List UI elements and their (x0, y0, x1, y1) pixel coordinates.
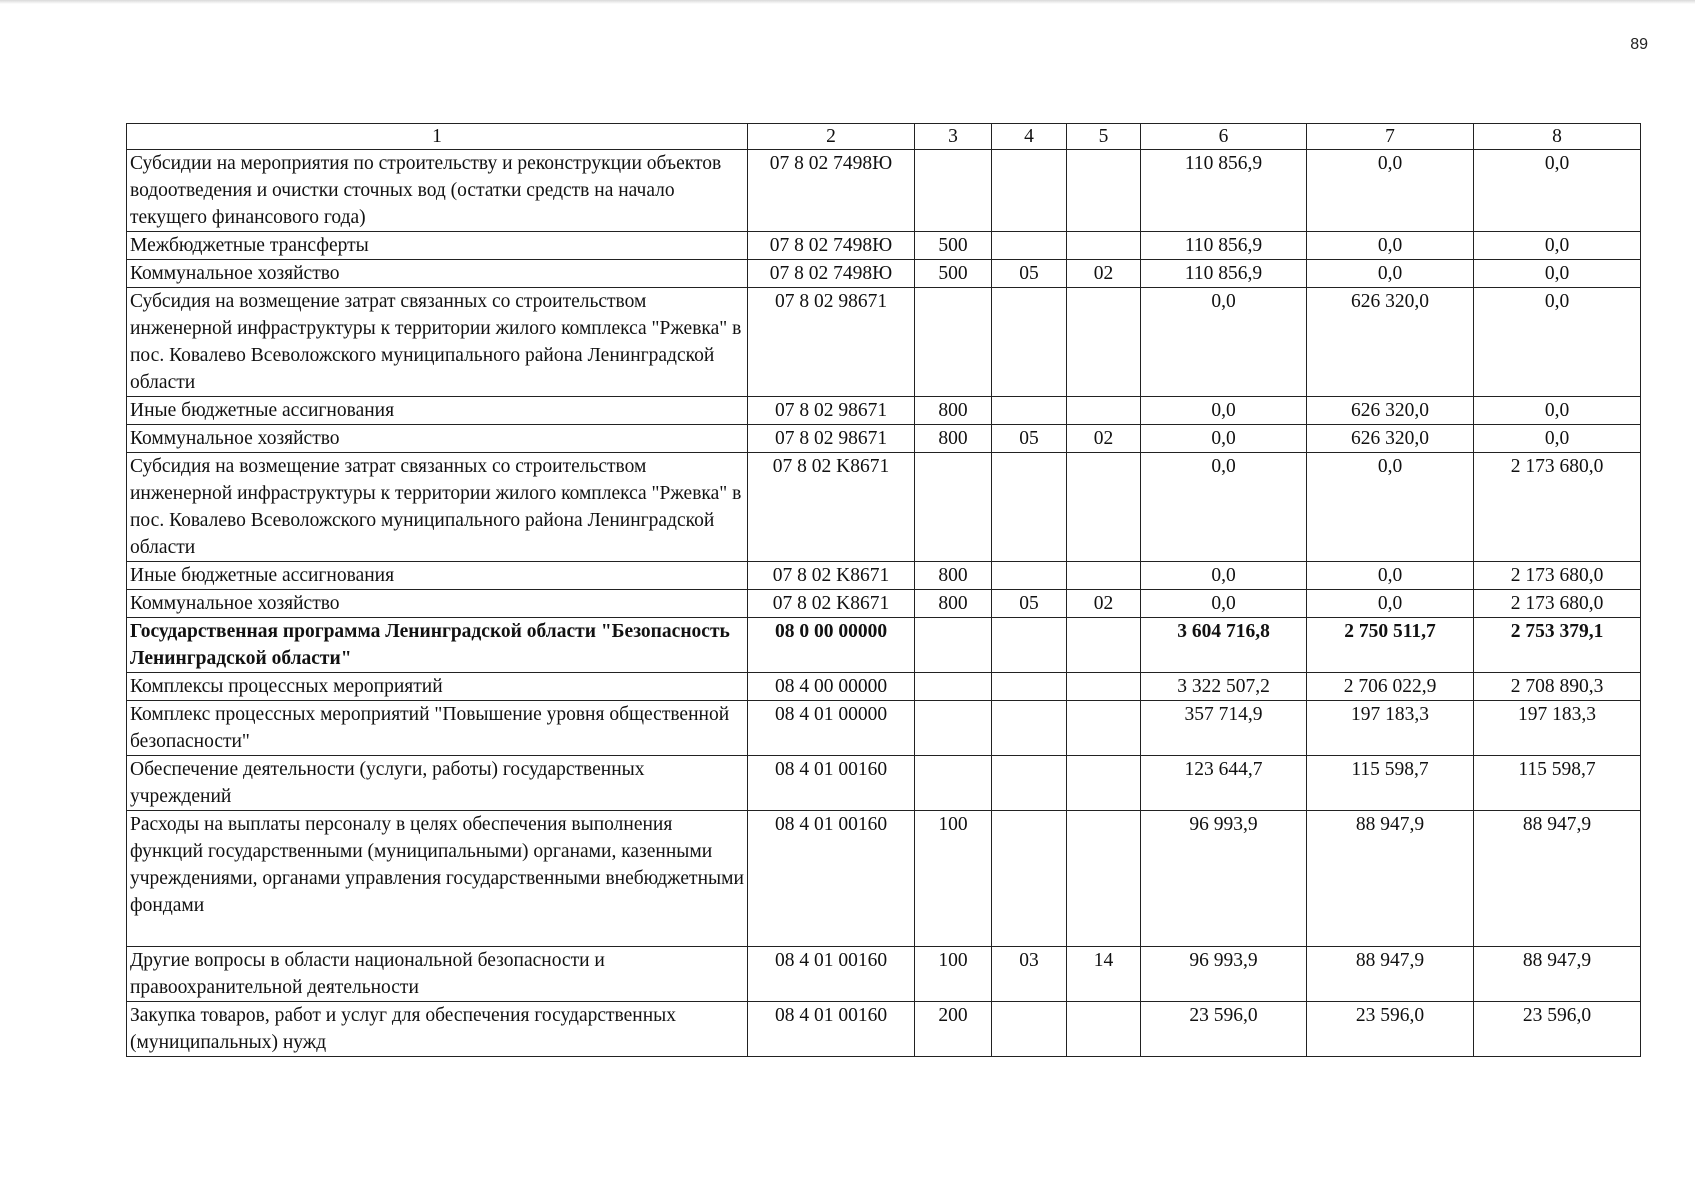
amount-col7-cell: 197 183,3 (1307, 701, 1474, 756)
amount-col6-cell: 0,0 (1141, 425, 1307, 453)
subsection-cell (1067, 701, 1141, 756)
expense-type-cell (915, 453, 992, 562)
table-row (127, 453, 1641, 562)
section-cell (992, 453, 1067, 562)
expense-type-cell: 800 (915, 425, 992, 453)
target-code-cell: 07 8 02 K8671 (748, 562, 915, 590)
table-header (127, 124, 1641, 150)
table-row (127, 673, 1641, 701)
amount-col8-cell: 0,0 (1474, 425, 1641, 453)
section-cell: 05 (992, 590, 1067, 618)
amount-col8-cell: 0,0 (1474, 260, 1641, 288)
section-cell (992, 232, 1067, 260)
amount-col6-cell: 110 856,9 (1141, 260, 1307, 288)
amount-col8-cell: 115 598,7 (1474, 756, 1641, 811)
amount-col7-cell: 2 706 022,9 (1307, 673, 1474, 701)
amount-col6-cell: 0,0 (1141, 397, 1307, 425)
expense-type-cell: 100 (915, 947, 992, 1002)
section-cell (992, 150, 1067, 232)
row-name-cell: Коммунальное хозяйство (127, 425, 748, 453)
column-header-4: 4 (992, 124, 1067, 150)
column-header-1: 1 (127, 124, 748, 150)
amount-col8-cell: 0,0 (1474, 232, 1641, 260)
amount-col8-cell: 23 596,0 (1474, 1002, 1641, 1057)
subsection-cell (1067, 288, 1141, 397)
amount-col8-cell: 0,0 (1474, 288, 1641, 397)
target-code-cell: 07 8 02 7498Ю (748, 260, 915, 288)
target-code-cell: 08 4 01 00160 (748, 811, 915, 947)
row-name-cell: Коммунальное хозяйство (127, 590, 748, 618)
amount-col6-cell: 110 856,9 (1141, 150, 1307, 232)
subsection-cell (1067, 673, 1141, 701)
amount-col7-cell: 626 320,0 (1307, 425, 1474, 453)
row-name-cell: Межбюджетные трансферты (127, 232, 748, 260)
target-code-cell: 07 8 02 98671 (748, 425, 915, 453)
target-code-cell: 08 4 01 00160 (748, 1002, 915, 1057)
expense-type-cell (915, 701, 992, 756)
section-cell (992, 397, 1067, 425)
amount-col6-cell: 96 993,9 (1141, 811, 1307, 947)
budget-table (126, 123, 1641, 1057)
subsection-cell (1067, 232, 1141, 260)
column-header-2: 2 (748, 124, 915, 150)
section-cell (992, 756, 1067, 811)
section-cell (992, 1002, 1067, 1057)
subsection-cell (1067, 453, 1141, 562)
amount-col7-cell: 626 320,0 (1307, 288, 1474, 397)
row-name-cell: Другие вопросы в области национальной безопасности и правоохранительной деятельности (127, 947, 748, 1002)
row-name-cell: Комплекс процессных мероприятий "Повышение уровня общественной безопасности" (127, 701, 748, 756)
column-header-6: 6 (1141, 124, 1307, 150)
row-name-cell: Обеспечение деятельности (услуги, работы) государственных учреждений (127, 756, 748, 811)
target-code-cell: 07 8 02 98671 (748, 397, 915, 425)
table-row (127, 1002, 1641, 1057)
subsection-cell (1067, 562, 1141, 590)
row-name-cell: Иные бюджетные ассигнования (127, 397, 748, 425)
amount-col6-cell: 110 856,9 (1141, 232, 1307, 260)
table-row (127, 590, 1641, 618)
target-code-cell: 08 0 00 00000 (748, 618, 915, 673)
amount-col7-cell: 0,0 (1307, 562, 1474, 590)
header-row (127, 124, 1641, 150)
amount-col8-cell: 2 173 680,0 (1474, 590, 1641, 618)
amount-col7-cell: 0,0 (1307, 232, 1474, 260)
row-name-cell: Субсидии на мероприятия по строительству и реконструкции объектов водоотведения и очистки сточных вод (остатки средств на начало текущего финансового года) (127, 150, 748, 232)
table-body (127, 150, 1641, 1057)
section-cell: 05 (992, 260, 1067, 288)
table-row (127, 618, 1641, 673)
target-code-cell: 07 8 02 7498Ю (748, 232, 915, 260)
column-header-3: 3 (915, 124, 992, 150)
amount-col8-cell: 88 947,9 (1474, 947, 1641, 1002)
amount-col6-cell: 23 596,0 (1141, 1002, 1307, 1057)
amount-col6-cell: 0,0 (1141, 562, 1307, 590)
subsection-cell (1067, 756, 1141, 811)
amount-col8-cell: 88 947,9 (1474, 811, 1641, 947)
amount-col7-cell: 0,0 (1307, 453, 1474, 562)
subsection-cell (1067, 397, 1141, 425)
amount-col7-cell: 0,0 (1307, 590, 1474, 618)
table-row (127, 260, 1641, 288)
amount-col8-cell: 2 173 680,0 (1474, 562, 1641, 590)
expense-type-cell (915, 288, 992, 397)
expense-type-cell: 100 (915, 811, 992, 947)
subsection-cell (1067, 811, 1141, 947)
row-name-cell: Расходы на выплаты персоналу в целях обеспечения выполнения функций государственными (муниципальными) органами, казенными учреждениями, органами управления государственными внебюджетными фондами (127, 811, 748, 947)
subsection-cell: 02 (1067, 590, 1141, 618)
expense-type-cell: 800 (915, 590, 992, 618)
row-name-cell: Коммунальное хозяйство (127, 260, 748, 288)
amount-col7-cell: 626 320,0 (1307, 397, 1474, 425)
target-code-cell: 08 4 01 00000 (748, 701, 915, 756)
amount-col7-cell: 0,0 (1307, 150, 1474, 232)
target-code-cell: 07 8 02 98671 (748, 288, 915, 397)
target-code-cell: 08 4 00 00000 (748, 673, 915, 701)
row-name-cell: Субсидия на возмещение затрат связанных со строительством инженерной инфраструктуры к территории жилого комплекса "Ржевка" в пос. Ковалево Всеволожского муниципального района Ленинградской области (127, 288, 748, 397)
table-row (127, 756, 1641, 811)
section-cell: 03 (992, 947, 1067, 1002)
section-cell (992, 673, 1067, 701)
amount-col8-cell: 0,0 (1474, 150, 1641, 232)
amount-col6-cell: 0,0 (1141, 453, 1307, 562)
amount-col7-cell: 23 596,0 (1307, 1002, 1474, 1057)
table-row (127, 150, 1641, 232)
subsection-cell (1067, 150, 1141, 232)
page-number: 89 (1630, 36, 1648, 53)
expense-type-cell (915, 673, 992, 701)
amount-col7-cell: 115 598,7 (1307, 756, 1474, 811)
amount-col6-cell: 96 993,9 (1141, 947, 1307, 1002)
amount-col7-cell: 0,0 (1307, 260, 1474, 288)
expense-type-cell: 800 (915, 397, 992, 425)
row-name-cell: Иные бюджетные ассигнования (127, 562, 748, 590)
amount-col7-cell: 2 750 511,7 (1307, 618, 1474, 673)
table-row (127, 701, 1641, 756)
table-row (127, 425, 1641, 453)
amount-col7-cell: 88 947,9 (1307, 811, 1474, 947)
expense-type-cell (915, 756, 992, 811)
expense-type-cell (915, 618, 992, 673)
target-code-cell: 07 8 02 7498Ю (748, 150, 915, 232)
expense-type-cell: 500 (915, 232, 992, 260)
amount-col6-cell: 357 714,9 (1141, 701, 1307, 756)
amount-col8-cell: 2 173 680,0 (1474, 453, 1641, 562)
target-code-cell: 07 8 02 K8671 (748, 590, 915, 618)
column-header-5: 5 (1067, 124, 1141, 150)
table-row (127, 811, 1641, 947)
amount-col8-cell: 2 753 379,1 (1474, 618, 1641, 673)
amount-col6-cell: 3 322 507,2 (1141, 673, 1307, 701)
amount-col6-cell: 3 604 716,8 (1141, 618, 1307, 673)
expense-type-cell: 800 (915, 562, 992, 590)
target-code-cell: 08 4 01 00160 (748, 947, 915, 1002)
scan-top-edge (0, 0, 1695, 4)
section-cell (992, 618, 1067, 673)
row-name-cell: Закупка товаров, работ и услуг для обеспечения государственных (муниципальных) нужд (127, 1002, 748, 1057)
row-name-cell: Субсидия на возмещение затрат связанных со строительством инженерной инфраструктуры к территории жилого комплекса "Ржевка" в пос. Ковалево Всеволожского муниципального района Ленинградской области (127, 453, 748, 562)
subsection-cell (1067, 1002, 1141, 1057)
section-cell (992, 288, 1067, 397)
section-cell (992, 811, 1067, 947)
amount-col6-cell: 0,0 (1141, 288, 1307, 397)
table-row (127, 232, 1641, 260)
column-header-7: 7 (1307, 124, 1474, 150)
amount-col8-cell: 0,0 (1474, 397, 1641, 425)
subsection-cell: 02 (1067, 425, 1141, 453)
expense-type-cell (915, 150, 992, 232)
subsection-cell: 02 (1067, 260, 1141, 288)
amount-col7-cell: 88 947,9 (1307, 947, 1474, 1002)
amount-col6-cell: 0,0 (1141, 590, 1307, 618)
target-code-cell: 07 8 02 K8671 (748, 453, 915, 562)
amount-col8-cell: 2 708 890,3 (1474, 673, 1641, 701)
column-header-8: 8 (1474, 124, 1641, 150)
table-row (127, 397, 1641, 425)
table-row (127, 947, 1641, 1002)
expense-type-cell: 500 (915, 260, 992, 288)
row-name-cell: Государственная программа Ленинградской области "Безопасность Ленинградской области" (127, 618, 748, 673)
section-cell (992, 701, 1067, 756)
section-cell: 05 (992, 425, 1067, 453)
expense-type-cell: 200 (915, 1002, 992, 1057)
section-cell (992, 562, 1067, 590)
amount-col8-cell: 197 183,3 (1474, 701, 1641, 756)
target-code-cell: 08 4 01 00160 (748, 756, 915, 811)
table-row (127, 288, 1641, 397)
row-name-cell: Комплексы процессных мероприятий (127, 673, 748, 701)
subsection-cell: 14 (1067, 947, 1141, 1002)
subsection-cell (1067, 618, 1141, 673)
table-row (127, 562, 1641, 590)
amount-col6-cell: 123 644,7 (1141, 756, 1307, 811)
